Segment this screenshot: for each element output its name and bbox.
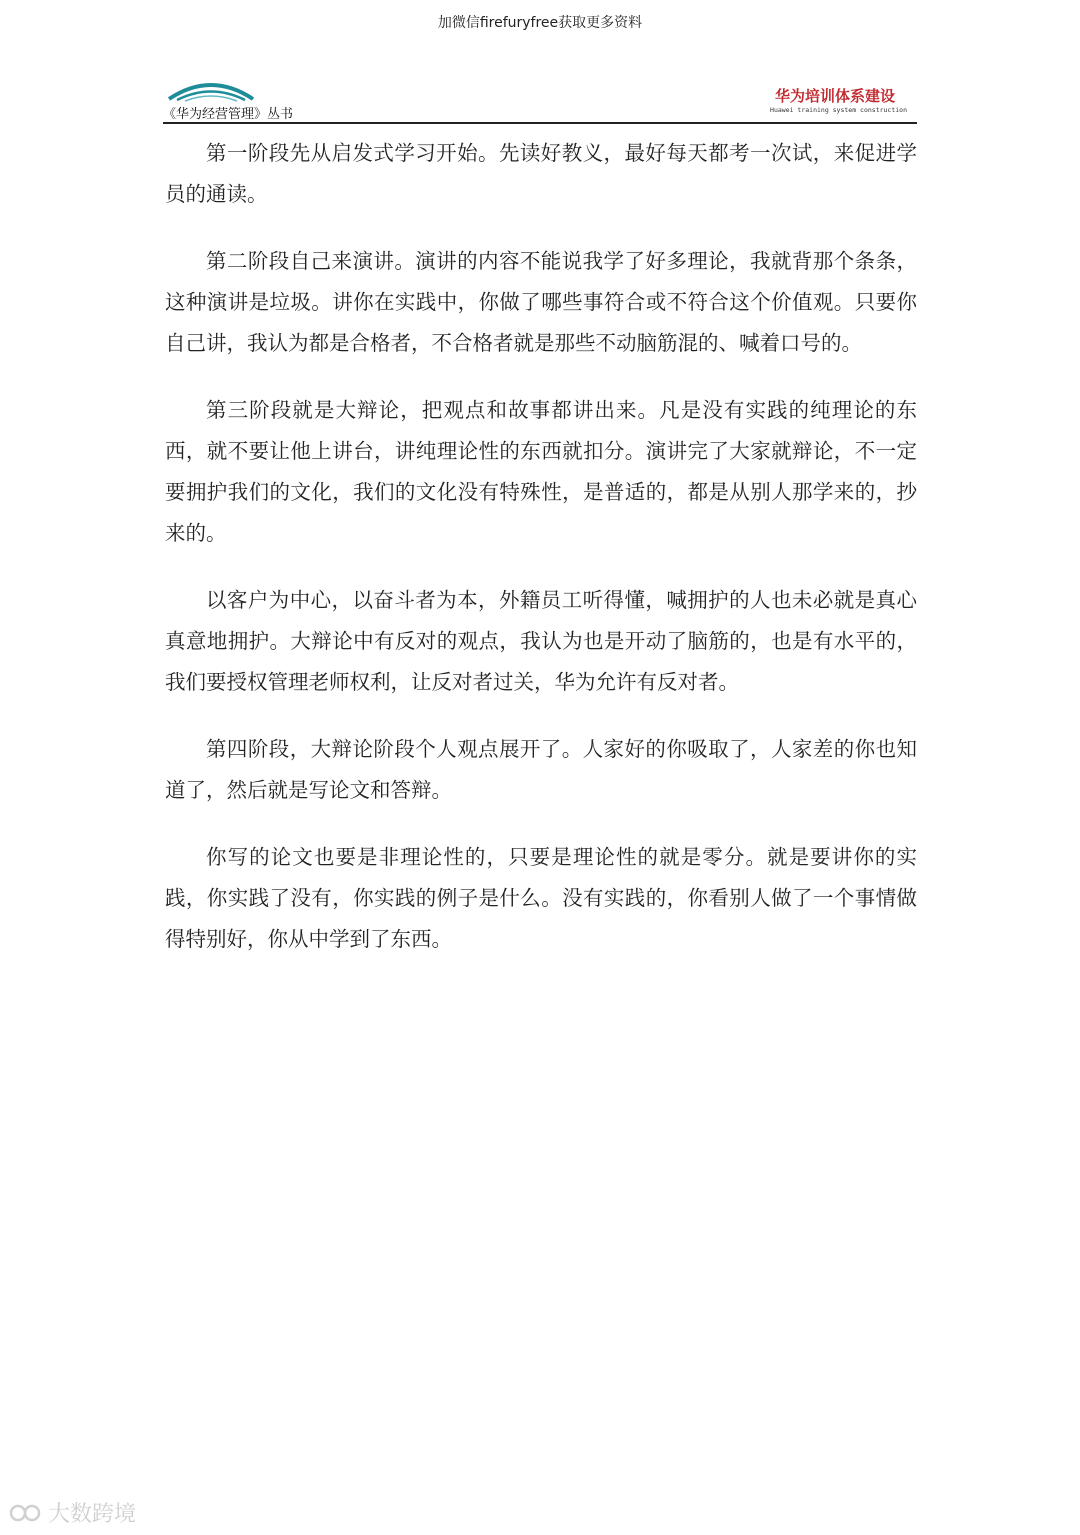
paragraph: 第二阶段自己来演讲。演讲的内容不能说我学了好多理论，我就背那个条条，这种演讲是垃圾。讲你在实践中，你做了哪些事符合或不符合这个价值观。只要你自己讲，我认为都是合格者，不合格者就是那些不动脑筋混的、喊着口号的。 — [165, 249, 917, 355]
page-header — [163, 76, 917, 124]
watermark-text: 大数跨境 — [48, 1502, 137, 1527]
paragraph: 第一阶段先从启发式学习开始。先读好教义，最好每天都考一次试，来促进学员的通读。 — [165, 141, 917, 206]
paragraph: 第三阶段就是大辩论，把观点和故事都讲出来。凡是没有实践的纯理论的东西，就不要让他上讲台，讲纯理论性的东西就扣分。演讲完了大家就辩论，不一定要拥护我们的文化，我们的文化没有特殊性，是普适的，都是从别人那学来的，抄来的。 — [165, 398, 917, 545]
program-title: 华为培训体系建设 — [774, 87, 895, 105]
paragraph: 你写的论文也要是非理论性的，只要是理论性的就是零分。就是要讲你的实践，你实践了没有，你实践的例子是什么。没有实践的，你看别人做了一个事情做得特别好，你从中学到了东西。 — [165, 845, 917, 951]
series-logo-icon — [165, 79, 257, 103]
watermark-logo-icon — [8, 1501, 44, 1525]
paragraph: 以客户为中心，以奋斗者为本，外籍员工听得懂，喊拥护的人也未必就是真心真意地拥护。大辩论中有反对的观点，我认为也是开动了脑筋的，也是有水平的，我们要授权管理老师权利，让反对者过关，华为允许有反对者。 — [165, 588, 917, 694]
document-body — [165, 133, 917, 986]
header-divider — [163, 122, 917, 124]
top-note: 加微信firefuryfree获取更多资料 — [437, 15, 643, 31]
program-subtitle: Huawei training system construction — [770, 106, 907, 114]
paragraph: 第四阶段，大辩论阶段个人观点展开了。人家好的你吸取了，人家差的你也知道了，然后就是写论文和答辩。 — [165, 737, 917, 802]
watermark — [8, 1497, 136, 1528]
series-title: 《华为经营管理》丛书 — [163, 107, 294, 122]
